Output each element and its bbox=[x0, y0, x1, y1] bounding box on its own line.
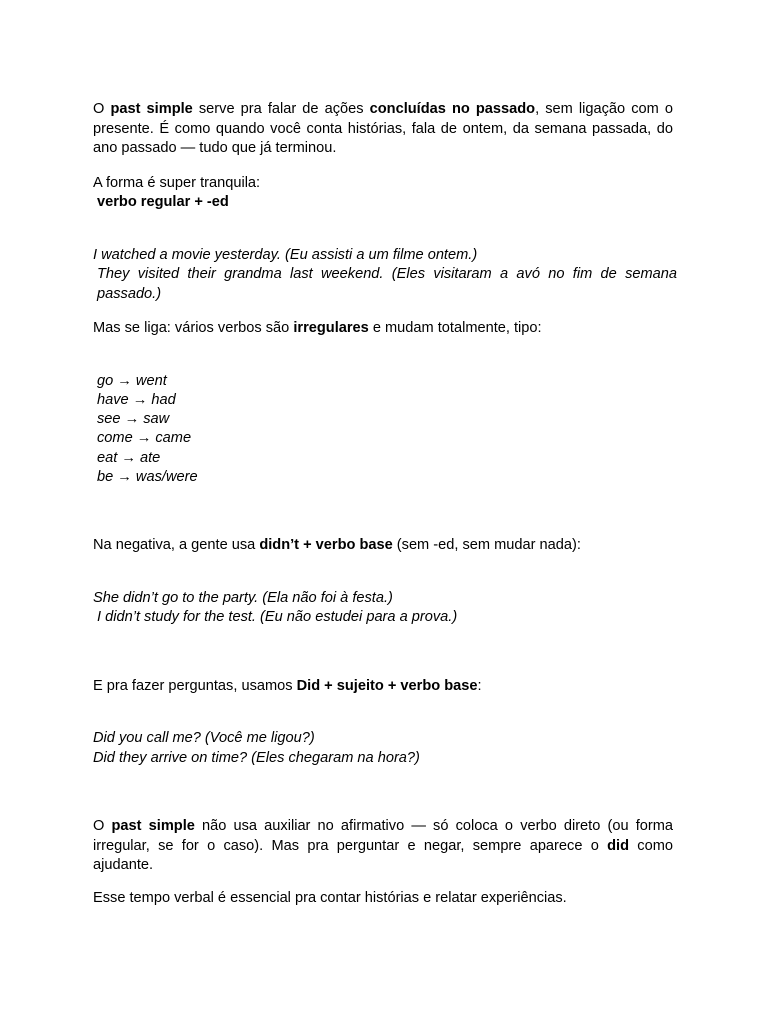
text: e mudam totalmente, tipo: bbox=[368, 320, 542, 336]
irregular-verb-item: come → came bbox=[97, 430, 192, 446]
irregular-verb-item: be → was/were bbox=[97, 469, 198, 485]
text: O bbox=[93, 101, 111, 117]
irregular-verb-item: see → saw bbox=[97, 411, 170, 427]
form-formula bbox=[93, 193, 677, 213]
bold-term: did bbox=[607, 837, 630, 854]
irregular-verb-item: go → went bbox=[97, 373, 167, 389]
irregular-intro bbox=[93, 319, 673, 339]
text: E pra fazer perguntas, usamos bbox=[93, 678, 297, 694]
text: como ajudante. bbox=[93, 837, 673, 873]
text: O bbox=[93, 818, 112, 834]
text: serve pra falar de ações bbox=[192, 101, 370, 117]
irregular-verb-item: have → had bbox=[97, 392, 176, 408]
example-question-1: Did you call me? (Você me ligou?) bbox=[93, 730, 315, 746]
question-intro bbox=[93, 677, 673, 697]
bold-term: didn’t + verbo base bbox=[259, 537, 393, 553]
bold-term: past simple bbox=[110, 101, 193, 117]
example-negative-2: I didn’t study for the test. (Eu não estudei para a prova.) bbox=[97, 609, 458, 625]
text: (sem -ed, sem mudar nada): bbox=[392, 537, 581, 553]
bold-term: irregulares bbox=[293, 320, 369, 336]
bold-term: past simple bbox=[111, 818, 195, 834]
form-intro: A forma é super tranquila: bbox=[93, 175, 261, 191]
summary-paragraph bbox=[93, 817, 673, 876]
text: : bbox=[477, 678, 482, 694]
text: Mas se liga: vários verbos são bbox=[93, 320, 294, 336]
text: não usa auxiliar no afirmativo — só coloca o verbo direto (ou forma irregular, se for o caso). Mas pra perguntar e negar, sempre aparece o bbox=[93, 818, 674, 854]
text: , sem ligação com o presente. É como quando você conta histórias, fala de ontem, da semana passada, do ano passado — tudo que já terminou. bbox=[93, 101, 674, 156]
example-question-2: Did they arrive on time? (Eles chegaram na hora?) bbox=[93, 750, 420, 766]
bold-term: concluídas no passado bbox=[369, 101, 536, 117]
text: Na negativa, a gente usa bbox=[93, 537, 260, 553]
example-negative-1: She didn’t go to the party. (Ela não foi à festa.) bbox=[93, 590, 393, 606]
negative-intro bbox=[93, 536, 673, 556]
example-affirmative-2: They visited their grandma last weekend. (Eles visitaram a avó no fim de semana passado.) bbox=[97, 266, 677, 302]
bold-term: Did + sujeito + verbo base bbox=[296, 678, 478, 694]
irregular-verb-item: eat → ate bbox=[97, 450, 161, 466]
bold-term: verbo regular + -ed bbox=[97, 194, 229, 210]
example-affirmative-1: I watched a movie yesterday. (Eu assisti a um filme ontem.) bbox=[93, 247, 478, 263]
closing-paragraph: Esse tempo verbal é essencial pra contar histórias e relatar experiências. bbox=[93, 890, 567, 906]
intro-paragraph bbox=[93, 100, 673, 159]
